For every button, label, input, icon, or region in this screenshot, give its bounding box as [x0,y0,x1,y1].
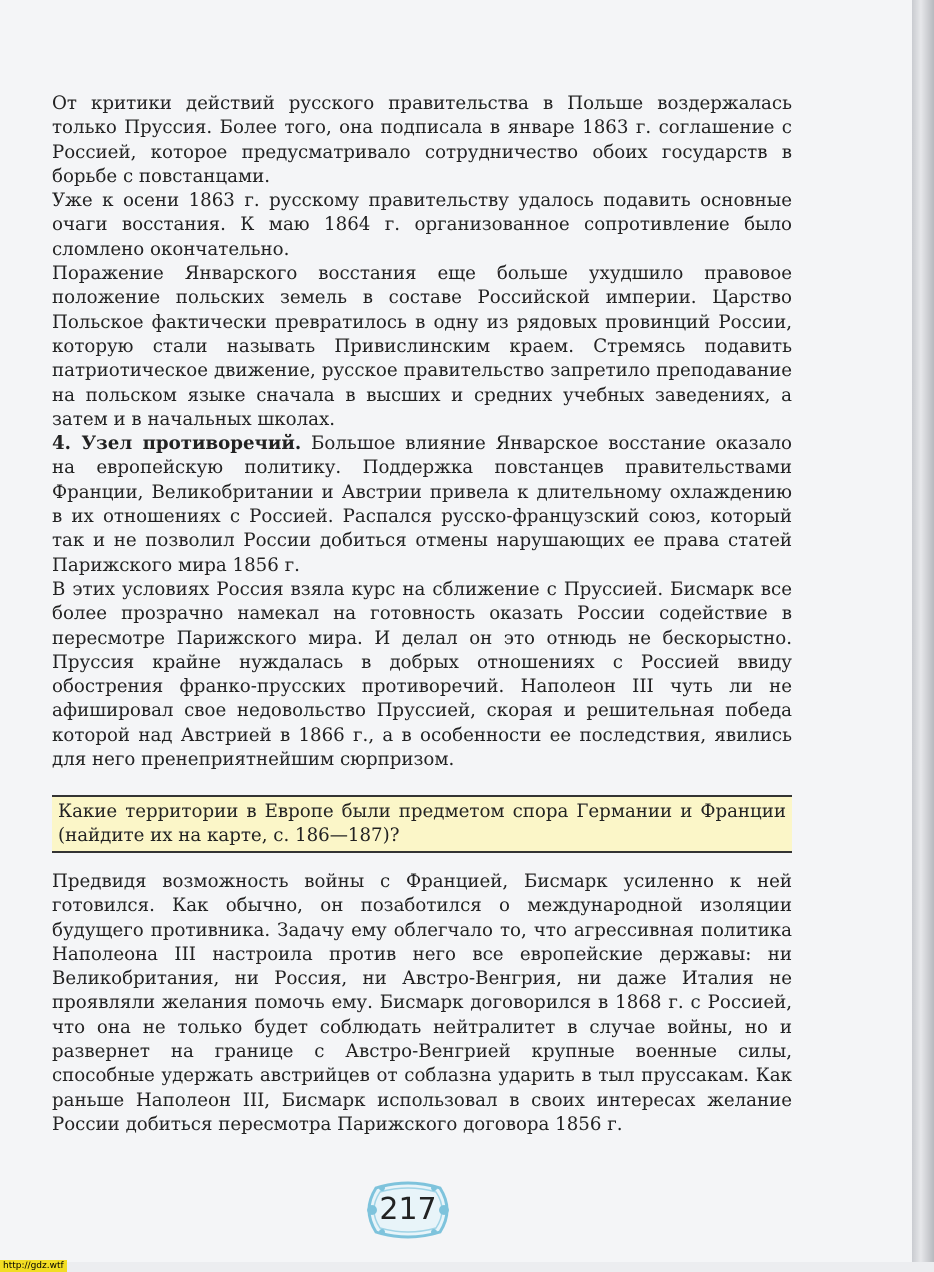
main-text-upper [52,92,792,772]
question-box [52,795,792,853]
page-number-badge [362,1180,454,1240]
main-text-lower [52,870,792,1137]
paragraph-polish-provinces: Поражение Январского восстания еще больше ухудшило правовое положение польских земель в составе Российской империи. Царство Польское фактически превратилось в одну из рядовых провинций России, которую стали называть Привислинским краем. Стремясь подавить патриотическое движение, русское правительство запретило преподавание на польском языке сначала в высших и средних учебных заведениях, а затем и в начальных школах. [52,263,792,430]
section-paragraph [52,432,792,578]
watermark-link[interactable]: http://gdz.wtf [0,1260,67,1272]
book-spine-edge [912,0,934,1262]
question-text: Какие территории в Европе были предметом спора Германии и Франции (найдите их на карте, с. 186—187)? [58,801,786,846]
paragraph-russia-prussia: В этих условиях Россия взяла курс на сближение с Пруссией. Бисмарк все более прозрачно намекал на готовность оказать России содействие в пересмотре Парижского мира. И делал он это отнюдь не бескорыстно. Пруссия крайне нуждалась в добрых отношениях с Россией ввиду обострения франко-прусских противоречий. Наполеон III чуть ли не афишировал свое недовольство Пруссией, скорая и решительная победа которой над Австрией в 1866 г., а в особенности ее последствия, явились для него пренеприятнейшим сюрпризом. [52,578,792,771]
section-text: Большое влияние Январское восстание оказало на европейскую политику. Поддержка повстанцев правительствами Франции, Великобритании и Австрии привела к длительному охлаждению в их отношениях с Россией. Распался русско-французский союз, который так и не позволил России добиться отмены нарушающих ее права статей Парижского мира 1856 г. [52,433,792,576]
paragraph-prussia-agreement: От критики действий русского правительства в Польше воздержалась только Пруссия. Более того, она подписала в январе 1863 г. соглашение с Россией, которое предусматривало сотрудничество обоих государств в борьбе с повстанцами. [52,93,792,187]
paragraph-uprising-suppressed: Уже к осени 1863 г. русскому правительству удалось подавить основные очаги восстания. К маю 1864 г. организованное сопротивление было сломлено окончательно. [52,190,792,260]
page-number: 217 [379,1192,437,1227]
section-heading: 4. Узел противоречий. [52,433,302,455]
paragraph-bismarck-preparation: Предвидя возможность войны с Францией, Бисмарк усиленно к ней готовился. Как обычно, он позаботился о международной изоляции будущего противника. Задачу ему облегчало то, что агрессивная политика Наполеона III настроила против него все европейские державы: ни Великобритания, ни Россия, ни Австро-Венгрия, ни даже Италия не проявляли желания помочь ему. Бисмарк договорился в 1868 г. с Россией, что она не только будет соблюдать нейтралитет в случае войны, но и развернет на границе с Австро-Венгрией крупные военные силы, способные удержать австрийцев от соблазна ударить в тыл пруссакам. Как раньше Наполеон III, Бисмарк использовал в своих интересах желание России добиться пересмотра Парижского договора 1856 г. [52,871,792,1135]
